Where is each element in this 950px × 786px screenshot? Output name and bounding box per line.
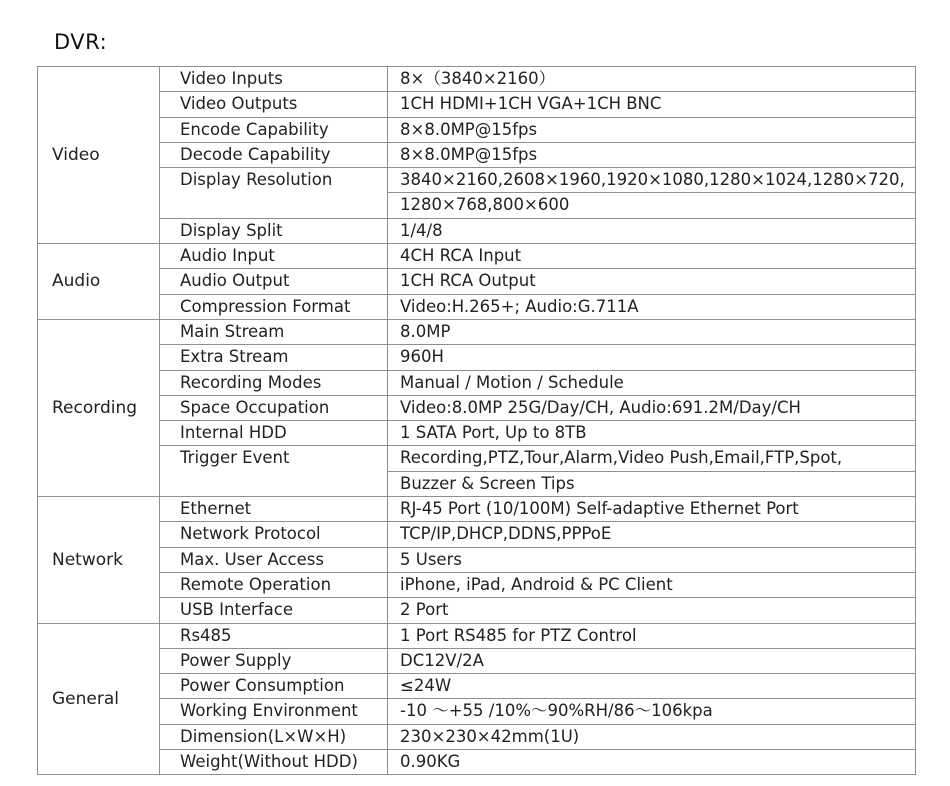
param-value: 8×（3840×2160） xyxy=(388,67,916,92)
param-value: 1CH RCA Output xyxy=(388,269,916,294)
param-label: Encode Capability xyxy=(160,117,388,142)
table-row xyxy=(38,218,916,243)
table-row xyxy=(38,648,916,673)
param-label: Trigger Event xyxy=(160,446,388,497)
param-label: Display Split xyxy=(160,218,388,243)
table-row xyxy=(38,168,916,193)
param-label: USB Interface xyxy=(160,598,388,623)
param-value-line: 1280×768,800×600 xyxy=(388,193,916,218)
param-value: Manual / Motion / Schedule xyxy=(388,370,916,395)
param-label: Power Supply xyxy=(160,648,388,673)
table-row xyxy=(38,598,916,623)
param-value: 960H xyxy=(388,345,916,370)
param-value: 8×8.0MP@15fps xyxy=(388,142,916,167)
table-row xyxy=(38,117,916,142)
table-row xyxy=(38,750,916,775)
param-label: Network Protocol xyxy=(160,522,388,547)
table-row xyxy=(38,345,916,370)
group-label-network: Network xyxy=(38,497,160,623)
param-label: Main Stream xyxy=(160,319,388,344)
param-label: Working Environment xyxy=(160,699,388,724)
param-label: Compression Format xyxy=(160,294,388,319)
table-row xyxy=(38,67,916,92)
table-row xyxy=(38,142,916,167)
param-value: 8.0MP xyxy=(388,319,916,344)
param-label: Dimension(L×W×H) xyxy=(160,724,388,749)
table-row xyxy=(38,674,916,699)
param-value: 230×230×42mm(1U) xyxy=(388,724,916,749)
param-label: Video Inputs xyxy=(160,67,388,92)
param-label: Space Occupation xyxy=(160,395,388,420)
param-value: 4CH RCA Input xyxy=(388,244,916,269)
table-row xyxy=(38,572,916,597)
table-row xyxy=(38,294,916,319)
group-label-recording: Recording xyxy=(38,319,160,496)
param-value-line: Buzzer & Screen Tips xyxy=(388,471,916,496)
table-row xyxy=(38,395,916,420)
table-row xyxy=(38,370,916,395)
table-row xyxy=(38,699,916,724)
param-value: 2 Port xyxy=(388,598,916,623)
param-value: Video:H.265+; Audio:G.711A xyxy=(388,294,916,319)
param-label: Max. User Access xyxy=(160,547,388,572)
param-value: 0.90KG xyxy=(388,750,916,775)
table-row xyxy=(38,724,916,749)
param-value: iPhone, iPad, Android & PC Client xyxy=(388,572,916,597)
param-label: Ethernet xyxy=(160,497,388,522)
param-label: Remote Operation xyxy=(160,572,388,597)
param-label: Extra Stream xyxy=(160,345,388,370)
table-row xyxy=(38,623,916,648)
param-value: DC12V/2A xyxy=(388,648,916,673)
table-row xyxy=(38,244,916,269)
param-value: 1 Port RS485 for PTZ Control xyxy=(388,623,916,648)
param-value: TCP/IP,DHCP,DDNS,PPPoE xyxy=(388,522,916,547)
param-label: Audio Output xyxy=(160,269,388,294)
param-label: Rs485 xyxy=(160,623,388,648)
param-value: 1 SATA Port, Up to 8TB xyxy=(388,421,916,446)
table-row xyxy=(38,446,916,471)
param-value-line: 3840×2160,2608×1960,1920×1080,1280×1024,1280×720, xyxy=(388,168,916,193)
param-value: RJ-45 Port (10/100M) Self-adaptive Ethernet Port xyxy=(388,497,916,522)
table-row xyxy=(38,522,916,547)
param-label: Weight(Without HDD) xyxy=(160,750,388,775)
table-row xyxy=(38,319,916,344)
table-row xyxy=(38,421,916,446)
param-label: Recording Modes xyxy=(160,370,388,395)
table-row xyxy=(38,497,916,522)
param-value: 5 Users xyxy=(388,547,916,572)
table-row xyxy=(38,547,916,572)
group-label-general: General xyxy=(38,623,160,775)
param-label: Display Resolution xyxy=(160,168,388,219)
param-value: 1CH HDMI+1CH VGA+1CH BNC xyxy=(388,92,916,117)
param-label: Video Outputs xyxy=(160,92,388,117)
spec-table xyxy=(37,66,916,775)
param-label: Internal HDD xyxy=(160,421,388,446)
table-row xyxy=(38,92,916,117)
param-label: Power Consumption xyxy=(160,674,388,699)
param-label: Audio Input xyxy=(160,244,388,269)
group-label-video: Video xyxy=(38,67,160,244)
param-value: -10 ～+55 /10%～90%RH/86～106kpa xyxy=(388,699,916,724)
page-title: DVR: xyxy=(54,30,108,54)
table-row xyxy=(38,269,916,294)
group-label-audio: Audio xyxy=(38,244,160,320)
param-value: 1/4/8 xyxy=(388,218,916,243)
param-value: 8×8.0MP@15fps xyxy=(388,117,916,142)
param-value: Video:8.0MP 25G/Day/CH, Audio:691.2M/Day/CH xyxy=(388,395,916,420)
param-label: Decode Capability xyxy=(160,142,388,167)
param-value-line: Recording,PTZ,Tour,Alarm,Video Push,Email,FTP,Spot, xyxy=(388,446,916,471)
param-value: ≤24W xyxy=(388,674,916,699)
